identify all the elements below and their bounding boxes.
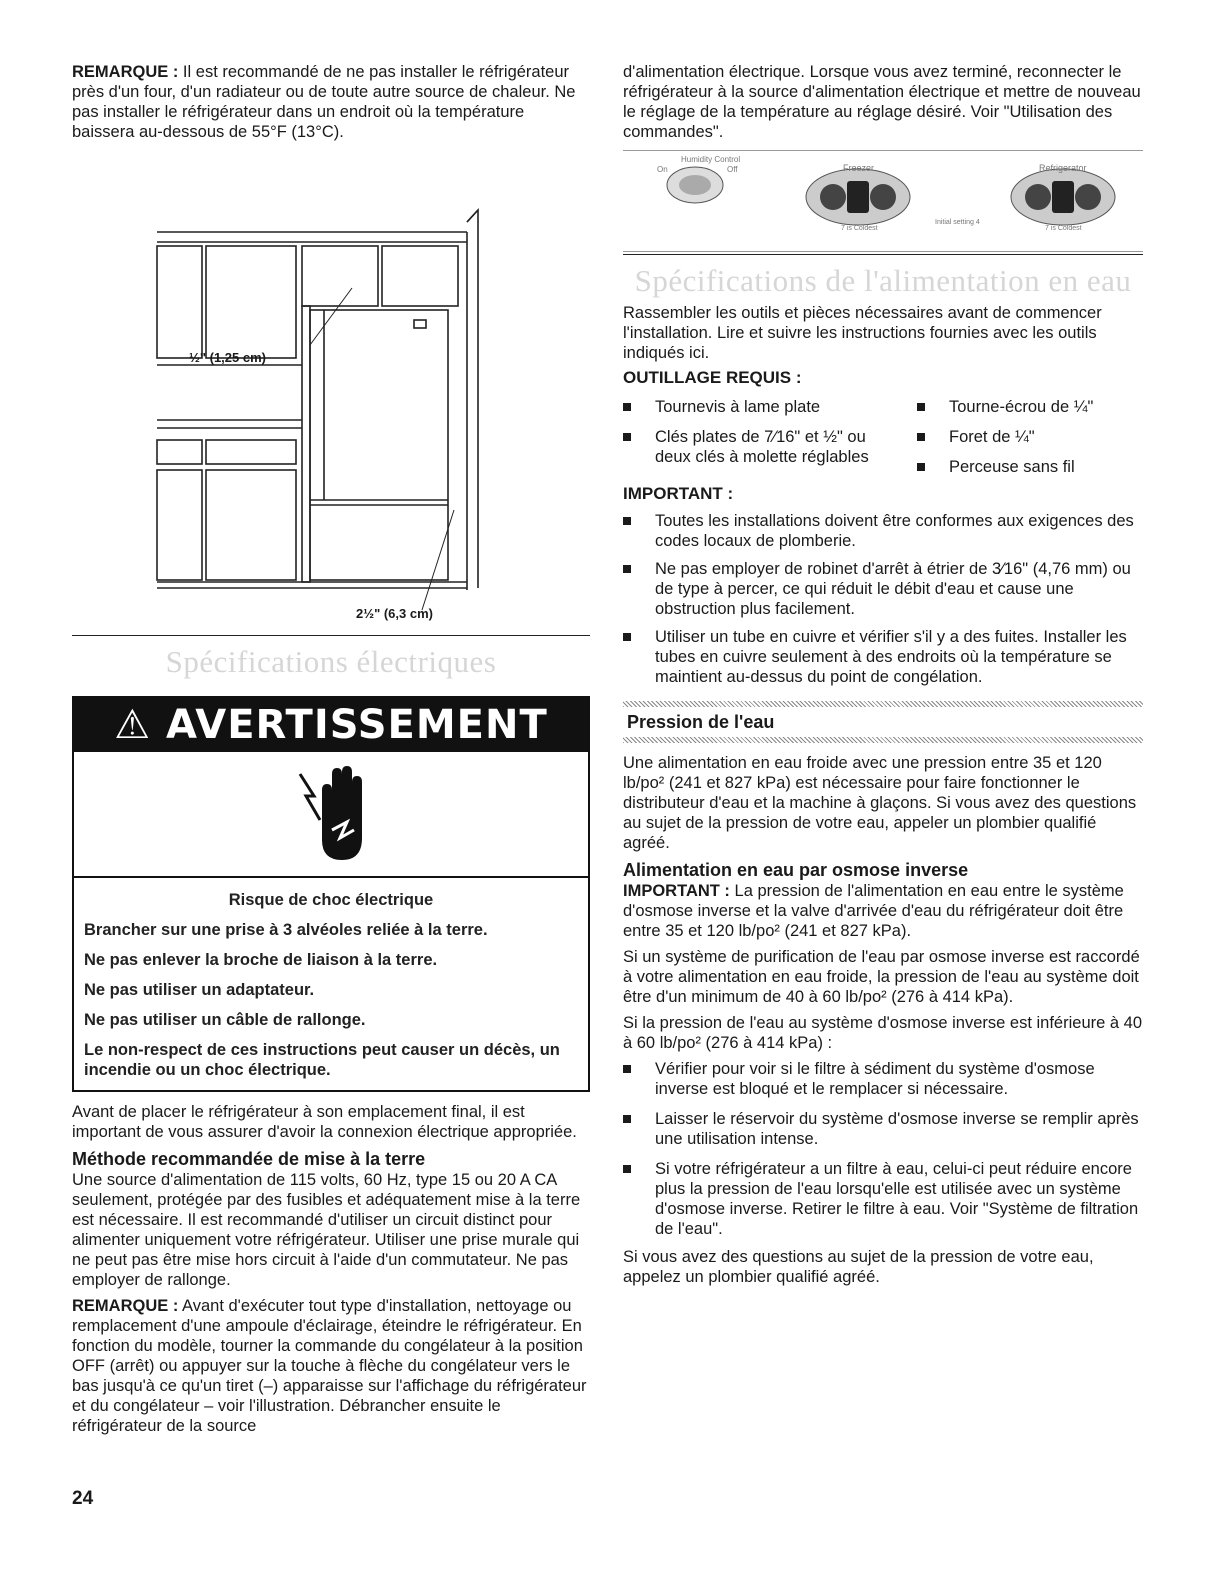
electric-shock-hand-icon bbox=[292, 760, 372, 870]
paragraph-before-install: Avant de placer le réfrigérateur à son emplacement final, il est important de vous assurer d'avoir la connexion électrique appropriée. bbox=[72, 1103, 577, 1141]
panel-label-freezer: Freezer bbox=[843, 163, 875, 173]
section-title-electrical: Spécifications électriques bbox=[165, 644, 497, 679]
warning-line-5: Ne pas utiliser un câble de rallonge. bbox=[84, 1011, 366, 1029]
tool-list-right bbox=[917, 397, 1143, 477]
paragraph-osmose-3: Si la pression de l'eau au système d'osmose inverse est inférieure à 40 à 60 lb/po² (276 à 414 kPa) : bbox=[623, 1014, 1142, 1052]
panel-label-refrigerator: Refrigerator bbox=[1039, 163, 1087, 173]
warning-line-6: Le non-respect de ces instructions peut causer un décès, un incendie ou un choc électrique. bbox=[84, 1041, 560, 1079]
important-text: La pression de l'alimentation en eau entre le système d'osmose inverse et la valve d'arrivée d'eau du réfrigérateur doit être entre 35 et 120 lb/po² (241 et 827 kPa). bbox=[623, 882, 1124, 940]
hatch-divider bbox=[623, 737, 1143, 743]
note-remarque-1 bbox=[72, 62, 590, 142]
warning-line-3: Ne pas enlever la broche de liaison à la terre. bbox=[84, 951, 438, 969]
paragraph-intro: Rassembler les outils et pièces nécessaires avant de commencer l'installation. Lire et suivre les instructions fournies avec les outils indiqués ici. bbox=[623, 304, 1102, 362]
page-number: 24 bbox=[72, 1488, 94, 1509]
panel-label-off: Off bbox=[727, 165, 738, 174]
panel-label-coldest-1: 7 is Coldest bbox=[841, 225, 878, 232]
list-item: Foret de ¼" bbox=[917, 427, 1143, 447]
warning-box bbox=[72, 696, 590, 1092]
note-label: REMARQUE : bbox=[72, 1297, 179, 1315]
warning-line-1: Risque de choc électrique bbox=[228, 891, 434, 909]
paragraph-grounding: Une source d'alimentation de 115 volts, 60 Hz, type 15 ou 20 A CA seulement, protégée par des fusibles et adéquatement mise à la terre est nécessaire. Il est recommandé d'utiliser un circuit distinct pour alimenter uniquement votre réfrigérateur. Utiliser une prise murale qui ne peut pas être mise hors circuit à l'aide d'un commutateur. Ne pas employer de rallonge. bbox=[72, 1171, 581, 1289]
paragraph-closing: Si vous avez des questions au sujet de la pression de votre eau, appelez un plombier qualifié agréé. bbox=[623, 1248, 1094, 1286]
paragraph-osmose-2: Si un système de purification de l'eau par osmose inverse est raccordé à votre alimentation en eau froide, la pression de l'eau au système doit être d'un minimum de 40 à 60 lb/po² (276 à 414 kPa). bbox=[623, 948, 1140, 1006]
warning-line-4: Ne pas utiliser un adaptateur. bbox=[84, 981, 315, 999]
warning-icon-area bbox=[74, 752, 588, 878]
dimension-label-bottom: 2½" (6,3 cm) bbox=[356, 606, 433, 621]
note-remarque-2 bbox=[72, 1296, 590, 1436]
paragraph-osmose-important bbox=[623, 881, 1143, 941]
left-column bbox=[72, 62, 590, 1436]
section-divider bbox=[623, 254, 1143, 255]
list-item: Tournevis à lame plate bbox=[623, 397, 917, 417]
note-text: Avant d'exécuter tout type d'installation, nettoyage ou remplacement d'une ampoule d'éclairage, éteindre le réfrigérateur. En fonction du modèle, tourner la commande du congélateur à la position OFF (arrêt) ou appuyer sur la touche à flèche du congélateur vers le bas jusqu'à ce qu'un tiret (–) apparaisse sur l'affichage du réfrigérateur et du congélateur – voir l'illustration. Débrancher ensuite le réfrigérateur de la source bbox=[72, 1297, 587, 1435]
list-item: Toutes les installations doivent être conformes aux exigences des codes locaux de plomberie. bbox=[623, 511, 1143, 551]
subheading-grounding: Méthode recommandée de mise à la terre bbox=[72, 1149, 426, 1169]
list-item: Perceuse sans fil bbox=[917, 457, 1143, 477]
subheading-tools: OUTILLAGE REQUIS : bbox=[623, 368, 802, 387]
note-label: REMARQUE : bbox=[72, 63, 179, 81]
subheading-important: IMPORTANT : bbox=[623, 484, 734, 503]
panel-label-humidity: Humidity Control bbox=[681, 155, 741, 164]
warning-header bbox=[74, 698, 588, 752]
dimension-label-top: ½" (1,25 cm) bbox=[189, 350, 266, 365]
warning-title: AVERTISSEMENT bbox=[166, 702, 548, 748]
panel-label-on: On bbox=[657, 165, 668, 174]
warning-triangle-icon: ⚠ bbox=[114, 702, 152, 748]
list-item: Ne pas employer de robinet d'arrêt à étrier de 3⁄16" (4,76 mm) ou de type à percer, ce qui réduit le débit d'eau et cause une obstruction plus facilement. bbox=[623, 559, 1143, 619]
installation-diagram bbox=[72, 170, 590, 621]
cabinet-fridge-illustration bbox=[72, 170, 590, 615]
list-item: Clés plates de 7⁄16" et ½" ou deux clés à molette réglables bbox=[623, 427, 917, 467]
hatch-divider bbox=[623, 701, 1143, 707]
section-title-water: Spécifications de l'alimentation en eau bbox=[634, 263, 1132, 298]
paragraph-pressure: Une alimentation en eau froide avec une pression entre 35 et 120 lb/po² (241 et 827 kPa) est nécessaire pour faire fonctionner le distributeur d'eau et la machine à glaçons. Si vous avez des questions au sujet de la pression de votre eau, appeler un plombier qualifié agréé. bbox=[623, 754, 1137, 852]
warning-body bbox=[74, 878, 588, 1090]
paragraph-continuation: d'alimentation électrique. Lorsque vous avez terminé, reconnecter le réfrigérateur à la source d'alimentation électrique et mettre de nouveau le réglage de la température au réglage désiré. Voir "Utilisation des commandes". bbox=[623, 63, 1141, 141]
list-item: Laisser le réservoir du système d'osmose inverse se remplir après une utilisation intense. bbox=[623, 1109, 1143, 1149]
panel-label-initial: Initial setting 4 bbox=[935, 219, 980, 226]
subheading-pressure: Pression de l'eau bbox=[627, 712, 775, 732]
panel-label-coldest-2: 7 is Coldest bbox=[1045, 225, 1082, 232]
note-text: Il est recommandé de ne pas installer le réfrigérateur près d'un four, d'un radiateur ou de toute autre source de chaleur. Ne pas installer le réfrigérateur dans un endroit où la température baissera au-dessous de 55°F (13°C). bbox=[72, 63, 576, 141]
important-label: IMPORTANT : bbox=[623, 882, 730, 900]
control-panel-illustration bbox=[623, 150, 1143, 252]
tool-list bbox=[623, 397, 1143, 477]
list-item: Tourne-écrou de ¼" bbox=[917, 397, 1143, 417]
important-list bbox=[623, 511, 1143, 687]
list-item: Utiliser un tube en cuivre et vérifier s'il y a des fuites. Installer les tubes en cuivre seulement à des endroits où la température se maintient au-dessus du point de congélation. bbox=[623, 627, 1143, 687]
warning-line-2: Brancher sur une prise à 3 alvéoles reliée à la terre. bbox=[84, 921, 488, 939]
osmose-list bbox=[623, 1059, 1143, 1239]
list-item: Vérifier pour voir si le filtre à sédiment du système d'osmose inverse est bloqué et le remplacer si nécessaire. bbox=[623, 1059, 1143, 1099]
subheading-osmose: Alimentation en eau par osmose inverse bbox=[623, 860, 969, 880]
tool-list-left bbox=[623, 397, 917, 477]
right-column bbox=[623, 62, 1143, 1287]
section-divider bbox=[72, 635, 590, 636]
list-item: Si votre réfrigérateur a un filtre à eau, celui-ci peut réduire encore plus la pression de l'eau lorsqu'elle est utilisée avec un système d'osmose inverse. Retirer le filtre à eau. Voir "Système de filtration de l'eau". bbox=[623, 1159, 1143, 1239]
